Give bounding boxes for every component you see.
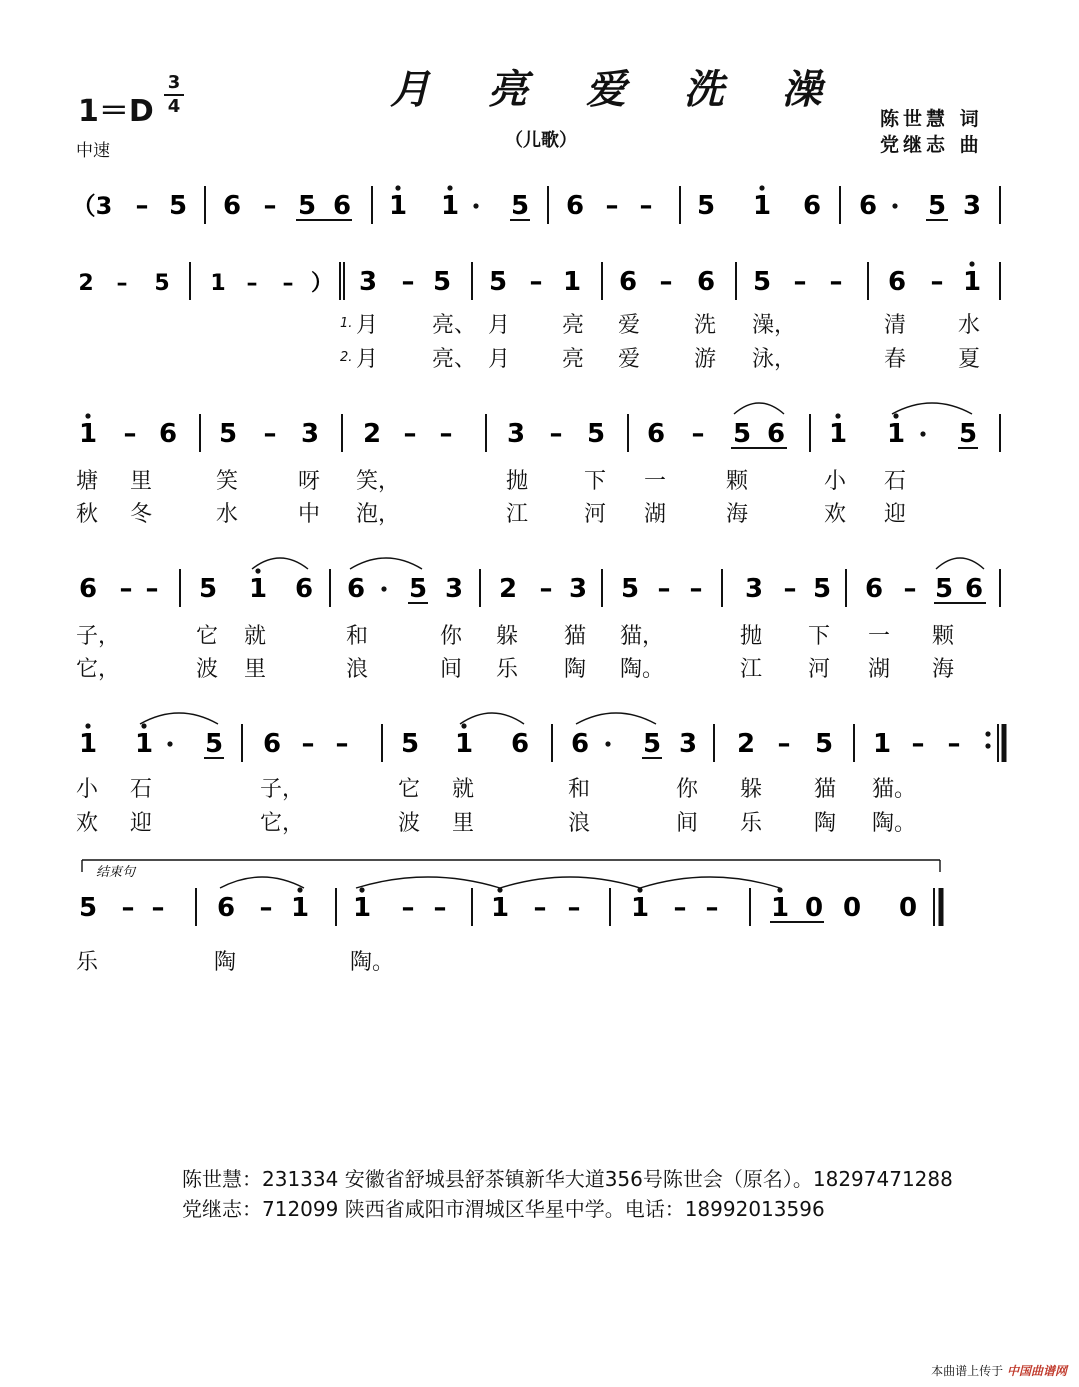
note: 1: [770, 893, 790, 923]
high-octave-dot: [835, 413, 840, 418]
lyric-syllable: 你: [676, 777, 699, 802]
note: 5: [732, 419, 752, 449]
note: 6: [646, 419, 666, 449]
note: –: [673, 893, 687, 923]
slur: [936, 558, 984, 569]
lyric-syllable: 爱: [618, 313, 641, 338]
note: 6: [696, 267, 716, 297]
note: 3: [568, 574, 588, 604]
augmentation-dot: [605, 741, 610, 746]
note: –: [605, 191, 619, 221]
slur: [252, 558, 308, 569]
note: 6: [510, 729, 530, 759]
note: 1: [454, 729, 474, 759]
lyric-syllable: 里: [244, 657, 267, 682]
tie: [220, 877, 304, 888]
note: ）: [310, 271, 334, 296]
lyric-syllable: 湖: [644, 502, 667, 527]
note: 1: [962, 267, 982, 297]
lyric-syllable: 下: [584, 469, 607, 494]
note: 6: [858, 191, 878, 221]
lyric-syllable: 颗: [932, 624, 955, 649]
note: 1: [490, 893, 510, 923]
slur: [892, 403, 972, 414]
note: 6: [864, 574, 884, 604]
lyric-syllable: 水: [216, 502, 239, 527]
upload-brand: 中国曲谱网: [1006, 1364, 1067, 1378]
lyric-syllable: 小: [824, 469, 847, 494]
augmentation-dot: [473, 203, 478, 208]
lyric-syllable: 里: [452, 811, 475, 836]
high-octave-dot: [777, 887, 782, 892]
note: 2: [498, 574, 518, 604]
note: –: [403, 419, 417, 449]
note: –: [282, 271, 294, 296]
note: 6: [158, 419, 178, 449]
note: 3: [358, 267, 378, 297]
note: 5: [620, 574, 640, 604]
note: 1: [210, 271, 226, 296]
note: 1: [290, 893, 310, 923]
lyric-syllable: 就: [244, 624, 267, 649]
lyric-syllable: 春: [884, 347, 907, 372]
note: 1: [886, 419, 906, 449]
lyric-syllable: 冬: [130, 502, 153, 527]
lyric-syllable: 波: [398, 811, 421, 836]
verse-number: 1.: [340, 316, 353, 331]
key-signature: 1＝D: [78, 94, 154, 129]
lyric-syllable: 夏: [958, 347, 981, 372]
note: –: [439, 419, 453, 449]
footer-contact-lyricist: 陈世慧：231334 安徽省舒城县舒茶镇新华大道356号陈世会（原名）。18297471288: [182, 1167, 953, 1191]
lyric-syllable: 河: [584, 502, 607, 527]
lyric-syllable: 抛: [740, 624, 763, 649]
note: 5: [642, 729, 662, 759]
note: –: [301, 729, 315, 759]
note: –: [793, 267, 807, 297]
lyric-syllable: 颗: [726, 469, 749, 494]
note: 6: [766, 419, 786, 449]
lyric-syllable: 爱: [618, 347, 641, 372]
lyric-syllable: 石: [130, 777, 153, 802]
note: 1: [630, 893, 650, 923]
note: –: [123, 419, 137, 449]
note: 5: [934, 574, 954, 604]
note: –: [246, 271, 258, 296]
lyric-syllable: 游: [694, 347, 717, 372]
note: 1: [828, 419, 848, 449]
score-row: [0, 180, 1079, 240]
lyric-syllable: 躲: [740, 777, 763, 802]
lyric-syllable: 乐: [496, 657, 519, 682]
lyric-syllable: 里: [130, 469, 153, 494]
lyric-syllable: 中: [298, 502, 321, 527]
note: –: [549, 419, 563, 449]
song-title: 月 亮 爱 洗 澡: [390, 66, 844, 113]
note: –: [145, 574, 159, 604]
lyric-syllable: 月: [356, 313, 379, 338]
lyric-syllable: 笑: [216, 469, 239, 494]
note: 0: [898, 893, 918, 923]
note: 6: [565, 191, 585, 221]
note: 5: [696, 191, 716, 221]
note: –: [539, 574, 553, 604]
note: 5: [408, 574, 428, 604]
note: 6: [618, 267, 638, 297]
note: 3: [744, 574, 764, 604]
lyric-syllable: 猫: [564, 624, 587, 649]
augmentation-dot: [381, 586, 386, 591]
note: –: [691, 419, 705, 449]
lyric-syllable: 它，: [260, 811, 305, 836]
lyric-syllable: 波: [196, 657, 219, 682]
note: 6: [78, 574, 98, 604]
note: –: [151, 893, 165, 923]
score-row: [0, 400, 1079, 460]
footer-contact-composer: 党继志：712099 陕西省咸阳市渭城区华星中学。电话：18992013596: [182, 1197, 825, 1221]
lyric-syllable: 海: [932, 657, 955, 682]
note: –: [903, 574, 917, 604]
high-octave-dot: [141, 723, 146, 728]
note: 3: [678, 729, 698, 759]
lyric-syllable: 亮: [562, 313, 585, 338]
note: –: [135, 191, 149, 221]
lyric-syllable: 洗: [694, 313, 717, 338]
song-subtitle: （儿歌）: [505, 130, 577, 151]
high-octave-dot: [461, 723, 466, 728]
note: –: [116, 271, 128, 296]
lyric-syllable: 它: [196, 624, 219, 649]
note: –: [335, 729, 349, 759]
lyric-syllable: 陶。: [620, 657, 665, 682]
tie: [500, 877, 640, 888]
tempo-marking: 中速: [76, 141, 110, 161]
note: –: [783, 574, 797, 604]
slur: [460, 713, 524, 724]
lyric-syllable: 呀: [298, 469, 321, 494]
note: –: [259, 893, 273, 923]
augmentation-dot: [920, 431, 925, 436]
lyricist-credit: 陈世慧 词: [880, 108, 983, 130]
high-octave-dot: [85, 723, 90, 728]
note: 6: [222, 191, 242, 221]
lyric-syllable: 亮、: [432, 347, 477, 372]
lyric-syllable: 欢: [824, 502, 847, 527]
note: 6: [964, 574, 984, 604]
note: 6: [262, 729, 282, 759]
lyric-syllable: 一: [644, 469, 667, 494]
lyric-syllable: 它，: [76, 657, 121, 682]
lyric-syllable: 迎: [884, 502, 907, 527]
high-octave-dot: [395, 185, 400, 190]
note: 6: [332, 191, 352, 221]
lyric-syllable: 子，: [260, 777, 305, 802]
lyric-syllable: 躲: [496, 624, 519, 649]
slur: [576, 713, 656, 724]
lyric-syllable: 亮、: [432, 313, 477, 338]
lyric-syllable: 海: [726, 502, 749, 527]
note: 1: [752, 191, 772, 221]
lyric-syllable: 间: [440, 657, 463, 682]
lyric-syllable: 月: [356, 347, 379, 372]
note: –: [930, 267, 944, 297]
note: –: [567, 893, 581, 923]
note: 6: [887, 267, 907, 297]
note: 3: [962, 191, 982, 221]
lyric-syllable: 河: [808, 657, 831, 682]
note: –: [121, 893, 135, 923]
slur: [350, 558, 422, 569]
lyric-syllable: 和: [568, 777, 591, 802]
note: –: [705, 893, 719, 923]
repeat-dot: [985, 731, 990, 736]
note: –: [689, 574, 703, 604]
lyric-syllable: 子，: [76, 624, 121, 649]
note: 3: [444, 574, 464, 604]
note: –: [401, 893, 415, 923]
lyric-syllable: 月: [488, 347, 511, 372]
note: 5: [400, 729, 420, 759]
lyric-syllable: 陶: [564, 657, 587, 682]
lyric-syllable: 水: [958, 313, 981, 338]
high-octave-dot: [85, 413, 90, 418]
note: –: [829, 267, 843, 297]
note: 5: [752, 267, 772, 297]
lyric-syllable: 就: [452, 777, 475, 802]
note: 2: [736, 729, 756, 759]
note: （3: [71, 192, 113, 220]
augmentation-dot: [167, 741, 172, 746]
note: 1: [134, 729, 154, 759]
lyric-syllable: 湖: [868, 657, 891, 682]
verse-number: 2.: [340, 350, 353, 365]
note: 1: [562, 267, 582, 297]
score-row: [0, 555, 1079, 615]
slur: [140, 713, 218, 724]
lyric-syllable: 江: [740, 657, 763, 682]
slur: [734, 403, 784, 414]
note: 5: [198, 574, 218, 604]
lyric-syllable: 陶。: [350, 950, 395, 975]
time-signature: [164, 74, 184, 116]
lyric-syllable: 下: [808, 624, 831, 649]
note: 6: [294, 574, 314, 604]
note: –: [659, 267, 673, 297]
note: 1: [388, 191, 408, 221]
meter-bottom: 4: [167, 96, 181, 117]
lyric-syllable: 陶: [214, 950, 237, 975]
ending-label: 结束句: [96, 865, 136, 880]
lyric-syllable: 江: [506, 502, 529, 527]
note: 5: [510, 191, 530, 221]
note: –: [529, 267, 543, 297]
note: 2: [78, 271, 94, 296]
lyric-syllable: 陶: [814, 811, 837, 836]
note: –: [657, 574, 671, 604]
note: 1: [248, 574, 268, 604]
lyric-syllable: 浪: [346, 657, 369, 682]
note: –: [119, 574, 133, 604]
lyric-syllable: 浪: [568, 811, 591, 836]
lyric-syllable: 你: [440, 624, 463, 649]
high-octave-dot: [447, 185, 452, 190]
note: 1: [352, 893, 372, 923]
note: –: [911, 729, 925, 759]
note: 1: [440, 191, 460, 221]
lyric-syllable: 迎: [130, 811, 153, 836]
note: 5: [812, 574, 832, 604]
note: 5: [586, 419, 606, 449]
note: 1: [78, 729, 98, 759]
high-octave-dot: [359, 887, 364, 892]
lyric-syllable: 和: [346, 624, 369, 649]
meter-top: 3: [167, 72, 181, 93]
upload-prefix: 本曲谱上传于: [931, 1364, 1004, 1378]
note: –: [263, 191, 277, 221]
high-octave-dot: [637, 887, 642, 892]
tie: [640, 877, 780, 888]
lyric-syllable: 笑，: [356, 469, 401, 494]
lyric-syllable: 陶。: [872, 811, 917, 836]
score-row: [0, 858, 1079, 938]
lyric-syllable: 一: [868, 624, 891, 649]
lyric-syllable: 欢: [76, 811, 99, 836]
note: 6: [570, 729, 590, 759]
note: –: [639, 191, 653, 221]
lyric-syllable: 乐: [76, 950, 99, 975]
note: 0: [804, 893, 824, 923]
repeat-dot: [985, 743, 990, 748]
note: 3: [300, 419, 320, 449]
note: 0: [842, 893, 862, 923]
high-octave-dot: [893, 413, 898, 418]
lyric-syllable: 塘: [76, 469, 99, 494]
lyric-syllable: 澡，: [752, 313, 797, 338]
note: 2: [362, 419, 382, 449]
lyric-syllable: 它: [398, 777, 421, 802]
high-octave-dot: [969, 261, 974, 266]
lyric-syllable: 泳，: [752, 347, 797, 372]
lyric-syllable: 泡，: [356, 502, 401, 527]
note: 1: [78, 419, 98, 449]
lyric-syllable: 石: [884, 469, 907, 494]
note: –: [533, 893, 547, 923]
note: 5: [814, 729, 834, 759]
note: 5: [297, 191, 317, 221]
note: 5: [218, 419, 238, 449]
note: 1: [872, 729, 892, 759]
lyric-syllable: 乐: [740, 811, 763, 836]
note: 6: [216, 893, 236, 923]
lyric-syllable: 猫。: [872, 777, 917, 802]
lyric-syllable: 月: [488, 313, 511, 338]
note: 3: [506, 419, 526, 449]
note: 5: [432, 267, 452, 297]
lyric-syllable: 猫: [814, 777, 837, 802]
note: –: [777, 729, 791, 759]
note: –: [947, 729, 961, 759]
high-octave-dot: [759, 185, 764, 190]
lyric-syllable: 猫，: [620, 624, 665, 649]
note: –: [263, 419, 277, 449]
score-row: [0, 256, 1079, 316]
lyric-syllable: 抛: [506, 469, 529, 494]
score-row: [0, 710, 1079, 770]
note: –: [401, 267, 415, 297]
high-octave-dot: [297, 887, 302, 892]
tie: [356, 877, 500, 888]
augmentation-dot: [892, 203, 897, 208]
note: 5: [168, 191, 188, 221]
note: 5: [204, 729, 224, 759]
high-octave-dot: [255, 568, 260, 573]
composer-credit: 党继志 曲: [880, 134, 983, 156]
upload-credit: [931, 1362, 1067, 1379]
note: 5: [154, 271, 170, 296]
note: 5: [488, 267, 508, 297]
lyric-syllable: 清: [884, 313, 907, 338]
note: 6: [346, 574, 366, 604]
lyric-syllable: 亮: [562, 347, 585, 372]
note: 5: [78, 893, 98, 923]
note: 5: [927, 191, 947, 221]
lyric-syllable: 秋: [76, 502, 99, 527]
lyric-syllable: 小: [76, 777, 99, 802]
note: 5: [958, 419, 978, 449]
note: –: [433, 893, 447, 923]
note: 6: [802, 191, 822, 221]
lyric-syllable: 间: [676, 811, 699, 836]
